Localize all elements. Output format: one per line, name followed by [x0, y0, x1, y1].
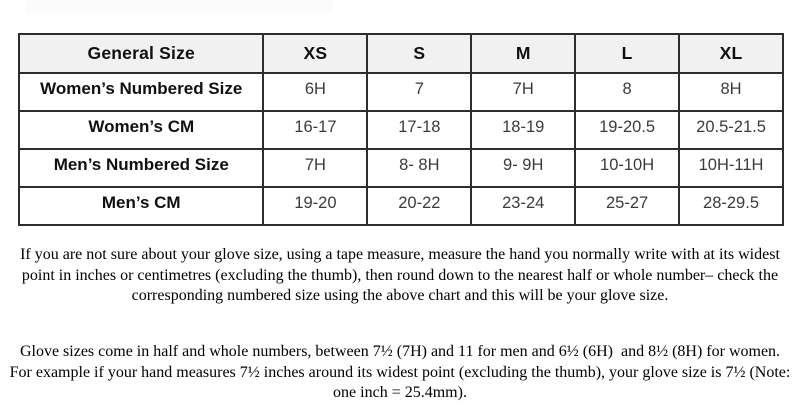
sizes-note-paragraph: Glove sizes come in half and whole numbers, between 7½ (7H) and 11 for men and 6½ (6H) and 8½ (8H) for women. For example if your hand measures 7½ inches around its widest point (excluding the thumb), your glove size is 7½ (Note: one inch = 25.4mm).: [9, 343, 795, 401]
cell-value: 16-17: [263, 111, 367, 149]
cell-value: 9- 9H: [471, 149, 575, 187]
cell-value: 7H: [471, 73, 575, 111]
cell-value: 18-19: [471, 111, 575, 149]
table-row-mens-numbered: [19, 149, 783, 187]
cell-value: 8H: [679, 73, 783, 111]
row-label: Men’s Numbered Size: [19, 149, 263, 187]
cell-value: 23-24: [471, 187, 575, 225]
cell-value: 6H: [263, 73, 367, 111]
cell-value: 19-20.5: [575, 111, 679, 149]
header-l: L: [575, 34, 679, 73]
cell-value: 10H-11H: [679, 149, 783, 187]
cell-value: 20.5-21.5: [679, 111, 783, 149]
header-xl: XL: [679, 34, 783, 73]
cell-value: 25-27: [575, 187, 679, 225]
header-xs: XS: [263, 34, 367, 73]
top-strip: [26, 0, 333, 13]
cell-value: 10-10H: [575, 149, 679, 187]
row-label: Women’s CM: [19, 111, 263, 149]
row-label: Men’s CM: [19, 187, 263, 225]
table-header-row: [19, 34, 783, 73]
cell-value: 17-18: [367, 111, 471, 149]
cell-value: 8: [575, 73, 679, 111]
table-row-mens-cm: [19, 187, 783, 225]
cell-value: 28-29.5: [679, 187, 783, 225]
cell-value: 7: [367, 73, 471, 111]
table-row-womens-numbered: [19, 73, 783, 111]
table-row-womens-cm: [19, 111, 783, 149]
glove-size-table: [18, 33, 784, 226]
measuring-instructions-paragraph: If you are not sure about your glove size, using a tape measure, measure the hand you normally write with at its widest point in inches or centimetres (excluding the thumb), then round down to the nearest half or whole number– check the corresponding numbered size using the above chart and this will be your glove size.: [20, 246, 784, 304]
header-s: S: [367, 34, 471, 73]
cell-value: 20-22: [367, 187, 471, 225]
cell-value: 8- 8H: [367, 149, 471, 187]
header-general-size: General Size: [19, 34, 263, 73]
row-label: Women’s Numbered Size: [19, 73, 263, 111]
header-m: M: [471, 34, 575, 73]
cell-value: 7H: [263, 149, 367, 187]
cell-value: 19-20: [263, 187, 367, 225]
